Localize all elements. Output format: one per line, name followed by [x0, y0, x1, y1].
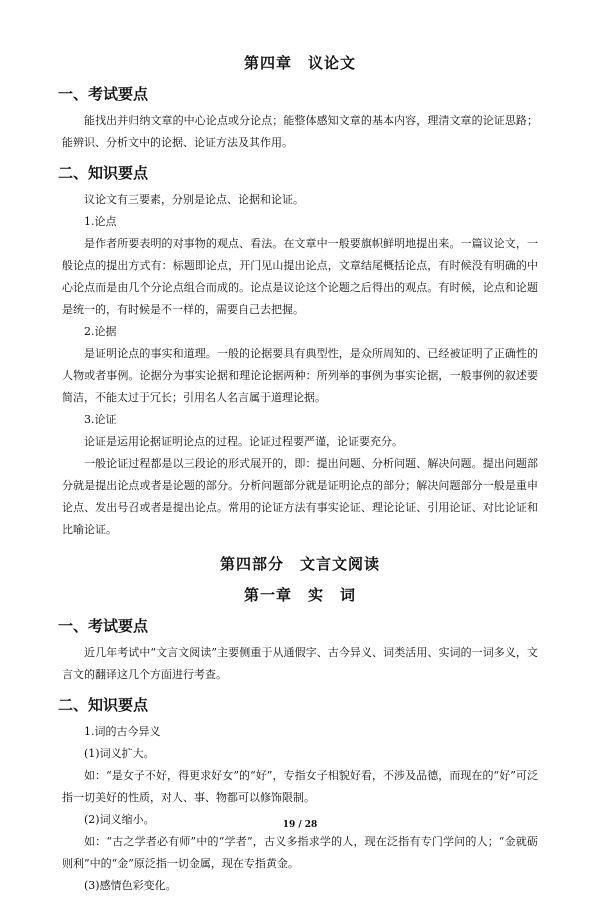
item-label: 1.词的古今异义 [84, 725, 161, 738]
paragraph: 论证是运用论据证明论点的过程。论证过程要严谨，论证要充分。 [84, 435, 403, 448]
sub-item-label: (1)词义扩大。 [84, 747, 155, 760]
item-label: 1.论点 [84, 215, 117, 228]
item-label: 2.论据 [84, 325, 117, 338]
paragraph: 议论文有三要素，分别是论点、论据和论证。 [84, 193, 304, 206]
paragraph: 是作者所要表明的对事物的观点、看法。在文章中一般要旗帜鲜明地提出来。一篇议论文，一般论点的提出方式有：标题即论点，开门见山提出论点，文章结尾概括论点，有时候没有明确的中心论点而是由几个分论点组合而成的。论点是议论这个论题之后得出的观点。有时候，论点和论题是统一的，有时候是不一样的，需要自己去把握。 [62, 237, 538, 316]
paragraph: 如：“古之学者必有师”中的“学者”，古义多指求学的人，现在泛指有专门学问的人；“金就砺则利”中的“金”原泛指一切金属，现在专指黄金。 [62, 835, 538, 870]
paragraph: 能找出并归纳文章的中心论点或分论点；能整体感知文章的基本内容，理清文章的论证思路；能辨识、分析文中的论据、论证方法及其作用。 [62, 114, 538, 149]
chapter-title: 第四章 议论文 [243, 54, 356, 72]
section-heading: 二、知识要点 [58, 164, 149, 182]
page-number: 19 / 28 [282, 820, 318, 830]
paragraph: 是证明论点的事实和道理。一般的论据要具有典型性，是众所周知的、已经被证明了正确性的人物或者事例。论据分为事实论据和理论论据两种：所列举的事例为事实论据，一般事例的叙述要简洁，不能太过于冗长；引用名人名言属于道理论据。 [62, 347, 538, 404]
part-title: 第四部分 文言文阅读 [219, 555, 380, 573]
item-label: 3.论证 [84, 413, 117, 426]
chapter-title: 第一章 实 词 [243, 586, 356, 604]
paragraph: 近几年考试中“文言文阅读”主要侧重于从通假字、古今异义、词类活用、实词的一词多义，文言文的翻译这几个方面进行考查。 [62, 646, 538, 681]
section-heading: 二、知识要点 [58, 696, 149, 714]
sub-item-label: (2)词义缩小。 [84, 813, 155, 826]
section-heading: 一、考试要点 [58, 85, 149, 103]
section-heading: 一、考试要点 [58, 617, 149, 635]
paragraph: 一般论证过程都是以三段论的形式展开的，即：提出问题、分析问题、解决问题。提出问题部分就是提出论点或者是论题的部分。分析问题部分就是证明论点的部分；解决问题部分一般是重申论点、发出号召或者是提出论点。常用的论证方法有事实论证、理论论证、引用论证、对比论证和比喻论证。 [62, 457, 538, 536]
paragraph: 如：“是女子不好，得更求好女”的“好”，专指女子相貌好看，不涉及品德，而现在的“好”可泛指一切美好的性质，对人、事、物都可以修饰限制。 [62, 769, 538, 804]
sub-item-label: (3)感情色彩变化。 [84, 879, 177, 892]
